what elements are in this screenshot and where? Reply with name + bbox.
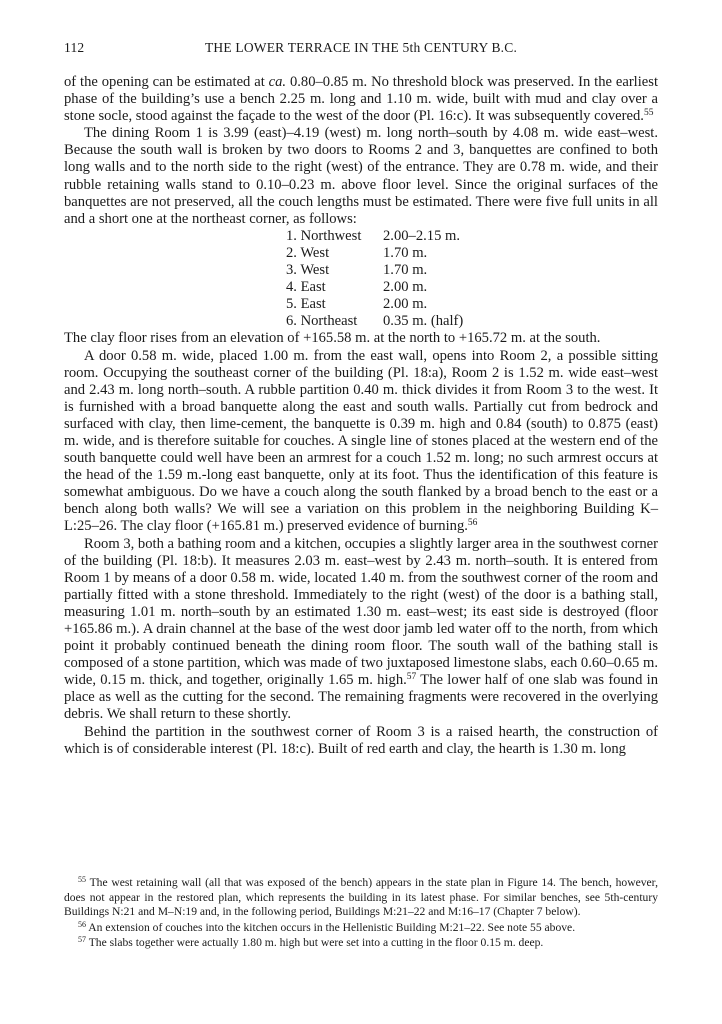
paragraph-4: A door 0.58 m. wide, placed 1.00 m. from the east wall, opens into Room 2, a possible sitting room. Occupying the southeast corner of the building (Pl. 18:a), Room 2 is 1.52 m. wide east–west and 2.43 m. long north–south. A rubble partition 0.40 m. thick divides it from Room 3 to the west. It is furnished with a broad banquette along the east and south walls. Partially cut from bedrock and surfaced with clay, then lime-cement, the banquette is 0.39 m. high and 0.84 (south) to 0.875 (east) m. wide, and is therefore suitable for couches. A single line of stones placed at the western end of the south banquette could well have been an armrest for a couch 1.52 m. long; no such armrest occurs at the head of the 1.59 m.-long east banquette, only at its foot. Thus the identification of this feature is somewhat ambiguous. Do we have a couch along the south flanked by a broad bench to the east or a bench along both walls? We will see a variation on this problem in the neighboring Building K–L:25–26. The clay floor (+165.81 m.) preserved evidence of burning.$^{56}$ (64, 347, 658, 535)
table-row: 1. Northwest 2.00–2.15 m. (286, 227, 461, 244)
table-row: 4. East 2.00 m. (286, 279, 428, 296)
page-number: 112 (64, 40, 85, 55)
page-header (64, 40, 658, 62)
main-text (64, 74, 658, 758)
table-row: 3. West 1.70 m. (286, 262, 428, 279)
table-row: 5. East 2.00 m. (286, 296, 428, 313)
footnote-ref-55[interactable]: 55 (643, 108, 654, 119)
paragraph-3: The clay floor rises from an elevation of +165.58 m. at the north to +165.72 m. at the south. (64, 330, 601, 347)
footnotes (64, 876, 658, 952)
table-row: 2. West 1.70 m. (286, 244, 428, 261)
paragraph-5: Room 3, both a bathing room and a kitchen, occupies a slightly larger area in the southwest corner of the building (Pl. 18:b). It measures 2.03 m. east–west by 2.43 m. north–south. It is entered from Room 1 by means of a door 0.58 m. wide, located 1.40 m. from the southwest corner of the room and partially fitted with a stone threshold. Immediately to the right (west) of the door is a bathing stall, measuring 1.01 m. north–south by an estimated 1.30 m. east–west; its east side is destroyed (floor +165.86 m.). A drain channel at the base of the west door jamb led water off to the north, from which point it probably continued beneath the dining room floor. The south wall of the bathing stall is composed of a stone partition, which was made of two juxtaposed limestone slabs, each 0.60–0.65 m. wide, 0.15 m. thick, and together, originally 1.65 m. high.$^{57}$ The lower half of one slab was found in place as well as the cutting for the second. The remaining fragments were recovered in the overlying debris. We shall return to these shortly. (64, 535, 659, 723)
footnote-ref-57[interactable]: 57 (406, 672, 417, 683)
table-row: 6. Northeast 0.35 m. (half) (286, 313, 464, 330)
footnote-ref-56[interactable]: 56 (467, 518, 478, 529)
paragraph-1: of the opening can be estimated at ca. 0.80–0.85 m. No threshold block was preserved. In the earliest phase of the building’s use a bench 2.25 m. long and 1.10 m. wide, built with mud and clay over a stone socle, stood against the façade to the west of the door (Pl. 16:c). It was subsequently covered.$^{55}$ (64, 74, 658, 125)
couch-lengths-table (286, 228, 463, 331)
paragraph-6: Behind the partition in the southwest corner of Room 3 is a raised hearth, the construction of which is of considerable interest (Pl. 18:c). Built of red earth and clay, the hearth is 1.30 m. long (64, 723, 658, 757)
running-title: THE LOWER TERRACE IN THE 5th CENTURY B.C. (204, 40, 518, 55)
footnote-57: $^{57}$ The slabs together were actually 1.80 m. high but were set into a cutting in the floor 0.15 m. deep. (78, 935, 544, 950)
footnote-56: $^{56}$ An extension of couches into the kitchen occurs in the Hellenistic Building M:21–22. See note 55 above. (78, 919, 576, 934)
footnote-55: $^{55}$ The west retaining wall (all that was exposed of the bench) appears in the state plan in Figure 14. The bench, however, does not appear in the restored plan, which represents the building in its latest phase. For similar benches, see 5th-century Buildings N:21 and M–N:19 and, in the following period, Buildings M:21–22 and M:16–17 (Chapter 7 below). (64, 875, 658, 919)
paragraph-2: The dining Room 1 is 3.99 (east)–4.19 (west) m. long north–south by 4.08 m. wide east–west. Because the south wall is broken by two doors to Rooms 2 and 3, banquettes are confined to both long walls and to the north side to the right (west) of the entrance. They are 0.78 m. wide, and their rubble retaining walls stand to 0.10–0.23 m. above floor level. Since the original surfaces of the banquettes are not preserved, all the couch lengths must be estimated. There were five full units in all and a short one at the northeast corner, as follows: (64, 125, 658, 227)
